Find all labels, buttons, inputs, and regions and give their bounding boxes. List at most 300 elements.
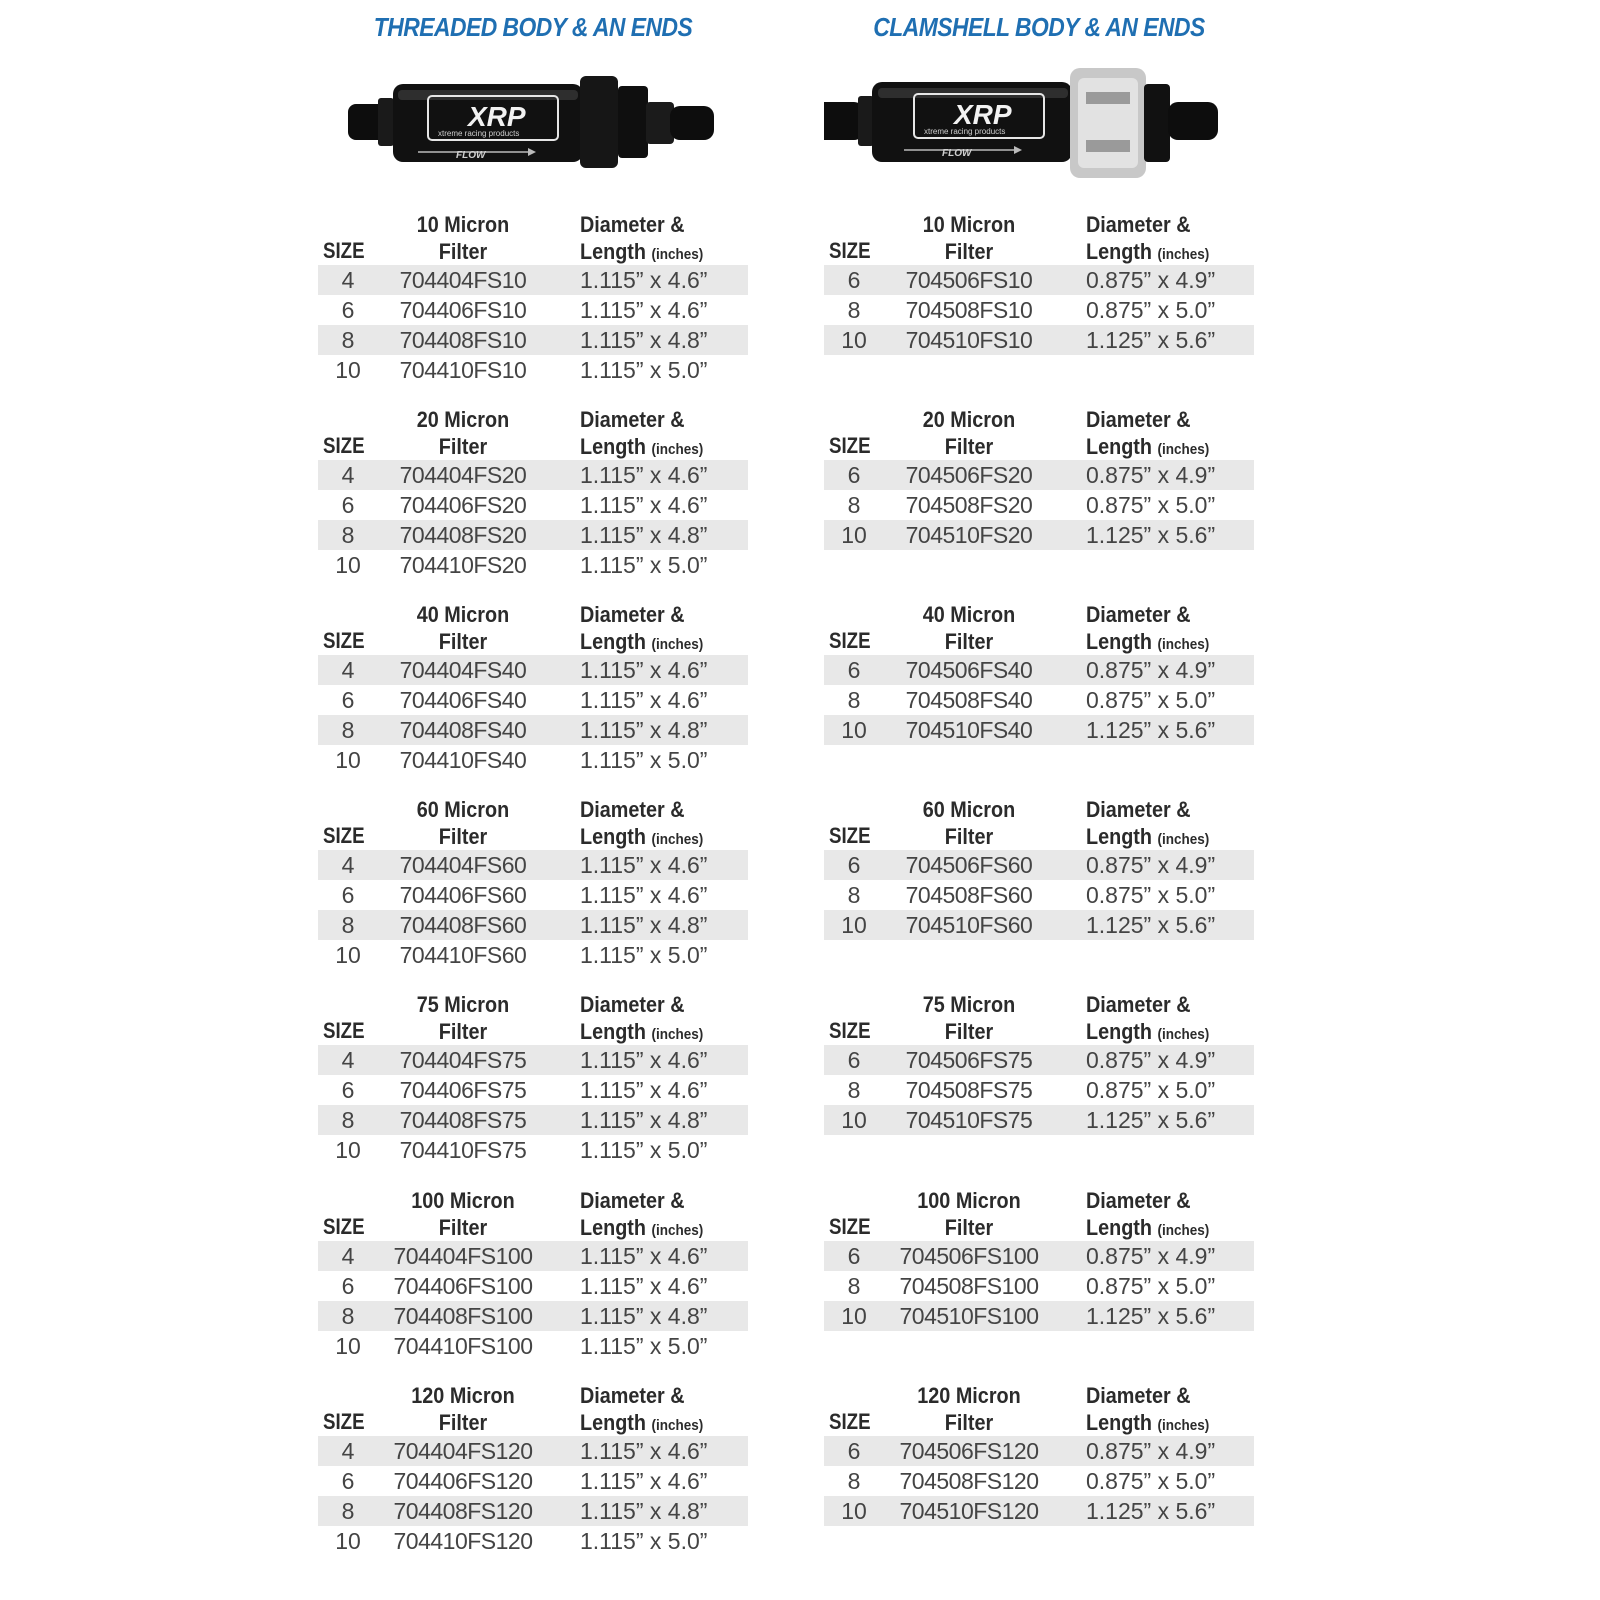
size-header: SIZE xyxy=(829,823,871,848)
micron-label: 100 Micron xyxy=(411,1188,515,1213)
size-cell: 4 xyxy=(341,852,355,878)
table-row xyxy=(824,1241,1254,1271)
table-row xyxy=(824,910,1254,940)
dimension-header xyxy=(580,991,703,1048)
table-header xyxy=(318,210,748,265)
dimension-header xyxy=(1086,1187,1209,1244)
size-cell: 6 xyxy=(341,687,355,713)
micron-filter-header xyxy=(396,1187,531,1241)
dim-unit: (inches) xyxy=(1157,831,1210,848)
dim-unit: (inches) xyxy=(1157,1026,1210,1043)
dimension-cell: 0.875” x 4.9” xyxy=(1086,1438,1216,1464)
table-row xyxy=(824,490,1254,520)
table-row xyxy=(318,1466,748,1496)
table-row xyxy=(318,1496,748,1526)
part-number-cell: 704404FS40 xyxy=(399,657,527,683)
size-header: SIZE xyxy=(829,1214,871,1239)
micron-label: 75 Micron xyxy=(416,992,510,1017)
part-number-cell: 704410FS100 xyxy=(393,1333,533,1359)
size-cell: 10 xyxy=(335,357,361,383)
dimension-header xyxy=(580,1187,703,1244)
size-cell: 4 xyxy=(341,1438,355,1464)
filter-table-block xyxy=(318,600,748,775)
dimension-cell: 1.115” x 4.6” xyxy=(580,267,708,293)
table-row xyxy=(824,655,1254,685)
filter-label: Filter xyxy=(944,1019,994,1044)
dimension-header xyxy=(580,1382,703,1439)
filter-table-block xyxy=(824,600,1254,745)
micron-filter-header xyxy=(902,601,1037,655)
micron-filter-header xyxy=(902,1187,1037,1241)
logo-text: XRP xyxy=(468,101,526,132)
table-row xyxy=(318,295,748,325)
part-number-cell: 704510FS20 xyxy=(905,522,1033,548)
table-header xyxy=(824,405,1254,460)
dimension-cell: 1.115” x 4.6” xyxy=(580,657,708,683)
dimension-cell: 0.875” x 5.0” xyxy=(1086,687,1216,713)
dimension-cell: 0.875” x 5.0” xyxy=(1086,1077,1216,1103)
micron-filter-header xyxy=(396,1382,531,1436)
part-number-cell: 704410FS10 xyxy=(399,357,527,383)
filter-table-block xyxy=(318,795,748,970)
dimension-cell: 1.115” x 5.0” xyxy=(580,1137,708,1163)
dimension-cell: 1.115” x 4.6” xyxy=(580,1077,708,1103)
dimension-cell: 1.125” x 5.6” xyxy=(1086,1303,1216,1329)
table-row xyxy=(824,850,1254,880)
table-row xyxy=(318,1075,748,1105)
size-cell: 10 xyxy=(841,1107,867,1133)
size-cell: 10 xyxy=(335,1333,361,1359)
dim-label-line2: Length xyxy=(580,1215,646,1240)
part-number-cell: 704506FS120 xyxy=(899,1438,1039,1464)
dim-label-line2: Length xyxy=(580,239,646,264)
table-row xyxy=(824,1045,1254,1075)
filter-table-block xyxy=(318,210,748,385)
size-cell: 10 xyxy=(841,522,867,548)
dim-unit: (inches) xyxy=(651,246,704,263)
micron-filter-header xyxy=(902,1382,1037,1436)
filter-label: Filter xyxy=(944,824,994,849)
dimension-cell: 1.115” x 4.6” xyxy=(580,852,708,878)
size-header: SIZE xyxy=(829,628,871,653)
dimension-cell: 0.875” x 4.9” xyxy=(1086,657,1216,683)
dim-label-line1: Diameter & xyxy=(1086,797,1191,822)
logo-subtext: xtreme racing products xyxy=(924,127,1006,136)
size-cell: 10 xyxy=(841,717,867,743)
table-header xyxy=(824,795,1254,850)
dim-label-line2: Length xyxy=(1086,239,1152,264)
dimension-cell: 1.115” x 5.0” xyxy=(580,1528,708,1554)
table-row xyxy=(824,325,1254,355)
micron-label: 40 Micron xyxy=(922,602,1016,627)
dim-unit: (inches) xyxy=(1157,1222,1210,1239)
dim-unit: (inches) xyxy=(1157,1417,1210,1434)
table-row xyxy=(318,1271,748,1301)
part-number-cell: 704408FS10 xyxy=(399,327,527,353)
dim-label-line2: Length xyxy=(580,629,646,654)
size-cell: 8 xyxy=(847,1077,861,1103)
dimension-header xyxy=(580,796,703,853)
dim-label-line2: Length xyxy=(580,1410,646,1435)
micron-filter-header xyxy=(902,991,1037,1045)
table-row xyxy=(318,550,748,580)
size-cell: 4 xyxy=(341,1047,355,1073)
table-row xyxy=(318,910,748,940)
part-number-cell: 704408FS40 xyxy=(399,717,527,743)
filter-label: Filter xyxy=(944,239,994,264)
filter-table-block xyxy=(824,795,1254,940)
size-header: SIZE xyxy=(323,628,365,653)
table-row xyxy=(318,655,748,685)
micron-label: 100 Micron xyxy=(917,1188,1021,1213)
table-row xyxy=(824,265,1254,295)
table-row xyxy=(318,460,748,490)
dimension-cell: 1.125” x 5.6” xyxy=(1086,717,1216,743)
part-number-cell: 704508FS40 xyxy=(905,687,1033,713)
size-cell: 6 xyxy=(847,657,861,683)
filter-table-block xyxy=(824,1381,1254,1526)
part-number-cell: 704508FS20 xyxy=(905,492,1033,518)
filter-label: Filter xyxy=(438,1019,488,1044)
micron-label: 120 Micron xyxy=(917,1383,1021,1408)
part-number-cell: 704406FS60 xyxy=(399,882,527,908)
part-number-cell: 704406FS75 xyxy=(399,1077,527,1103)
dimension-cell: 1.115” x 4.6” xyxy=(580,297,708,323)
micron-label: 40 Micron xyxy=(416,602,510,627)
table-row xyxy=(318,940,748,970)
dim-unit: (inches) xyxy=(1157,636,1210,653)
dim-label-line1: Diameter & xyxy=(1086,212,1191,237)
table-header xyxy=(824,210,1254,265)
dimension-cell: 0.875” x 5.0” xyxy=(1086,297,1216,323)
dim-label-line2: Length xyxy=(580,824,646,849)
part-number-cell: 704404FS100 xyxy=(393,1243,533,1269)
table-header xyxy=(824,1381,1254,1436)
table-header xyxy=(824,990,1254,1045)
micron-filter-header xyxy=(902,211,1037,265)
filter-label: Filter xyxy=(438,1215,488,1240)
size-header: SIZE xyxy=(829,238,871,263)
dim-unit: (inches) xyxy=(651,636,704,653)
part-number-cell: 704508FS10 xyxy=(905,297,1033,323)
part-number-cell: 704508FS75 xyxy=(905,1077,1033,1103)
dimension-cell: 0.875” x 5.0” xyxy=(1086,1468,1216,1494)
size-header: SIZE xyxy=(323,823,365,848)
size-cell: 8 xyxy=(341,522,355,548)
dimension-cell: 1.115” x 5.0” xyxy=(580,357,708,383)
threaded-filter-image xyxy=(318,62,748,192)
micron-filter-header xyxy=(396,991,531,1045)
dimension-header xyxy=(580,211,703,268)
filter-label: Filter xyxy=(944,1215,994,1240)
table-row xyxy=(824,1075,1254,1105)
table-row xyxy=(318,1331,748,1361)
size-cell: 8 xyxy=(341,327,355,353)
table-row xyxy=(318,745,748,775)
part-number-cell: 704408FS60 xyxy=(399,912,527,938)
size-cell: 6 xyxy=(341,1273,355,1299)
dim-unit: (inches) xyxy=(1157,441,1210,458)
size-cell: 8 xyxy=(847,1273,861,1299)
dimension-cell: 1.115” x 5.0” xyxy=(580,552,708,578)
size-cell: 8 xyxy=(847,882,861,908)
size-header: SIZE xyxy=(323,1018,365,1043)
size-header: SIZE xyxy=(829,1018,871,1043)
table-row xyxy=(318,1135,748,1165)
part-number-cell: 704510FS10 xyxy=(905,327,1033,353)
table-row xyxy=(824,1105,1254,1135)
dim-label-line1: Diameter & xyxy=(580,407,685,432)
dimension-cell: 1.125” x 5.6” xyxy=(1086,912,1216,938)
dimension-cell: 1.115” x 4.6” xyxy=(580,462,708,488)
micron-filter-header xyxy=(396,211,531,265)
table-row xyxy=(824,1466,1254,1496)
filter-table-block xyxy=(318,990,748,1165)
part-number-cell: 704410FS20 xyxy=(399,552,527,578)
size-cell: 8 xyxy=(341,1498,355,1524)
size-cell: 6 xyxy=(847,462,861,488)
dimension-cell: 1.115” x 5.0” xyxy=(580,942,708,968)
size-cell: 10 xyxy=(841,327,867,353)
size-header: SIZE xyxy=(323,1409,365,1434)
dim-unit: (inches) xyxy=(1157,246,1210,263)
filter-label: Filter xyxy=(438,239,488,264)
size-cell: 6 xyxy=(847,1438,861,1464)
size-cell: 10 xyxy=(841,1303,867,1329)
table-header xyxy=(318,1381,748,1436)
part-number-cell: 704406FS120 xyxy=(393,1468,533,1494)
table-row xyxy=(824,715,1254,745)
part-number-cell: 704406FS20 xyxy=(399,492,527,518)
table-row xyxy=(824,880,1254,910)
dim-label-line2: Length xyxy=(1086,824,1152,849)
dim-label-line1: Diameter & xyxy=(580,1383,685,1408)
dimension-cell: 1.115” x 4.8” xyxy=(580,912,708,938)
dimension-cell: 1.115” x 5.0” xyxy=(580,1333,708,1359)
table-header xyxy=(318,405,748,460)
part-number-cell: 704508FS120 xyxy=(899,1468,1039,1494)
filter-label: Filter xyxy=(944,434,994,459)
dimension-cell: 0.875” x 5.0” xyxy=(1086,492,1216,518)
size-cell: 10 xyxy=(841,912,867,938)
micron-label: 20 Micron xyxy=(922,407,1016,432)
size-cell: 6 xyxy=(341,882,355,908)
filter-table-block xyxy=(824,990,1254,1135)
size-cell: 10 xyxy=(841,1498,867,1524)
dim-label-line2: Length xyxy=(1086,629,1152,654)
part-number-cell: 704404FS75 xyxy=(399,1047,527,1073)
part-number-cell: 704408FS75 xyxy=(399,1107,527,1133)
size-cell: 10 xyxy=(335,1137,361,1163)
micron-label: 120 Micron xyxy=(411,1383,515,1408)
size-cell: 4 xyxy=(341,657,355,683)
part-number-cell: 704506FS10 xyxy=(905,267,1033,293)
table-row xyxy=(318,685,748,715)
size-cell: 6 xyxy=(847,852,861,878)
table-row xyxy=(318,490,748,520)
size-cell: 4 xyxy=(341,267,355,293)
dim-unit: (inches) xyxy=(651,1222,704,1239)
filter-table-block xyxy=(824,210,1254,355)
table-row xyxy=(318,880,748,910)
flow-text: FLOW xyxy=(456,150,486,161)
dimension-cell: 1.125” x 5.6” xyxy=(1086,522,1216,548)
dimension-cell: 1.115” x 4.8” xyxy=(580,522,708,548)
table-row xyxy=(318,1105,748,1135)
dimension-header xyxy=(1086,1382,1209,1439)
part-number-cell: 704510FS120 xyxy=(899,1498,1039,1524)
part-number-cell: 704510FS40 xyxy=(905,717,1033,743)
dimension-cell: 1.115” x 4.6” xyxy=(580,1273,708,1299)
size-cell: 8 xyxy=(847,1468,861,1494)
micron-label: 60 Micron xyxy=(416,797,510,822)
dimension-cell: 1.115” x 4.8” xyxy=(580,1498,708,1524)
part-number-cell: 704410FS120 xyxy=(393,1528,533,1554)
table-row xyxy=(824,1301,1254,1331)
part-number-cell: 704508FS60 xyxy=(905,882,1033,908)
filter-label: Filter xyxy=(438,824,488,849)
size-cell: 10 xyxy=(335,1528,361,1554)
micron-filter-header xyxy=(396,406,531,460)
flow-text: FLOW xyxy=(942,148,972,159)
dim-label-line1: Diameter & xyxy=(1086,407,1191,432)
dim-label-line1: Diameter & xyxy=(580,1188,685,1213)
part-number-cell: 704506FS75 xyxy=(905,1047,1033,1073)
clamshell-filter-image xyxy=(824,62,1254,192)
micron-label: 60 Micron xyxy=(922,797,1016,822)
table-row xyxy=(318,355,748,385)
dimension-header xyxy=(1086,991,1209,1048)
filter-label: Filter xyxy=(438,434,488,459)
table-header xyxy=(824,1186,1254,1241)
size-cell: 6 xyxy=(847,1047,861,1073)
dimension-cell: 1.115” x 5.0” xyxy=(580,747,708,773)
micron-filter-header xyxy=(902,796,1037,850)
size-cell: 8 xyxy=(341,717,355,743)
dim-label-line1: Diameter & xyxy=(580,602,685,627)
table-row xyxy=(824,1436,1254,1466)
dim-unit: (inches) xyxy=(651,1417,704,1434)
part-number-cell: 704410FS75 xyxy=(399,1137,527,1163)
table-row xyxy=(824,295,1254,325)
size-header: SIZE xyxy=(323,433,365,458)
dim-label-line1: Diameter & xyxy=(1086,1188,1191,1213)
dimension-cell: 1.115” x 4.8” xyxy=(580,1303,708,1329)
table-row xyxy=(318,1526,748,1556)
size-cell: 8 xyxy=(847,492,861,518)
filter-label: Filter xyxy=(438,1410,488,1435)
size-cell: 8 xyxy=(341,912,355,938)
dim-label-line1: Diameter & xyxy=(580,797,685,822)
micron-filter-header xyxy=(396,796,531,850)
table-row xyxy=(318,520,748,550)
table-row xyxy=(824,1496,1254,1526)
table-row xyxy=(824,460,1254,490)
table-row xyxy=(824,1271,1254,1301)
filter-table-block xyxy=(318,1381,748,1556)
dimension-cell: 1.125” x 5.6” xyxy=(1086,1107,1216,1133)
table-row xyxy=(318,1045,748,1075)
part-number-cell: 704506FS60 xyxy=(905,852,1033,878)
dim-label-line2: Length xyxy=(1086,1215,1152,1240)
dimension-cell: 1.115” x 4.8” xyxy=(580,327,708,353)
size-cell: 6 xyxy=(341,492,355,518)
dimension-cell: 1.115” x 4.6” xyxy=(580,1243,708,1269)
table-header xyxy=(824,600,1254,655)
dimension-cell: 1.115” x 4.6” xyxy=(580,1438,708,1464)
micron-filter-header xyxy=(396,601,531,655)
table-row xyxy=(318,325,748,355)
part-number-cell: 704410FS40 xyxy=(399,747,527,773)
dimension-cell: 0.875” x 5.0” xyxy=(1086,882,1216,908)
dimension-cell: 0.875” x 5.0” xyxy=(1086,1273,1216,1299)
part-number-cell: 704408FS20 xyxy=(399,522,527,548)
dimension-cell: 1.115” x 4.6” xyxy=(580,687,708,713)
size-header: SIZE xyxy=(323,238,365,263)
dim-label-line1: Diameter & xyxy=(1086,992,1191,1017)
micron-label: 10 Micron xyxy=(416,212,510,237)
filter-label: Filter xyxy=(944,1410,994,1435)
size-cell: 10 xyxy=(335,747,361,773)
table-row xyxy=(318,265,748,295)
part-number-cell: 704404FS20 xyxy=(399,462,527,488)
table-row xyxy=(824,685,1254,715)
filter-table-block xyxy=(318,1186,748,1361)
dimension-header xyxy=(1086,406,1209,463)
part-number-cell: 704510FS75 xyxy=(905,1107,1033,1133)
dimension-header xyxy=(580,406,703,463)
dimension-cell: 1.115” x 4.8” xyxy=(580,1107,708,1133)
dimension-cell: 0.875” x 4.9” xyxy=(1086,852,1216,878)
size-cell: 6 xyxy=(341,297,355,323)
size-cell: 6 xyxy=(341,1077,355,1103)
dimension-cell: 1.115” x 4.8” xyxy=(580,717,708,743)
dimension-cell: 1.115” x 4.6” xyxy=(580,1468,708,1494)
size-cell: 8 xyxy=(847,297,861,323)
micron-label: 20 Micron xyxy=(416,407,510,432)
filter-label: Filter xyxy=(438,629,488,654)
column-title: THREADED BODY & AN ENDS xyxy=(373,12,693,42)
part-number-cell: 704510FS60 xyxy=(905,912,1033,938)
part-number-cell: 704510FS100 xyxy=(899,1303,1039,1329)
size-cell: 8 xyxy=(341,1107,355,1133)
size-cell: 10 xyxy=(335,942,361,968)
logo-subtext: xtreme racing products xyxy=(438,129,520,138)
dimension-cell: 1.115” x 4.6” xyxy=(580,882,708,908)
part-number-cell: 704406FS100 xyxy=(393,1273,533,1299)
part-number-cell: 704404FS120 xyxy=(393,1438,533,1464)
size-header: SIZE xyxy=(829,1409,871,1434)
filter-table-block xyxy=(318,405,748,580)
part-number-cell: 704408FS100 xyxy=(393,1303,533,1329)
table-header xyxy=(318,990,748,1045)
dim-label-line2: Length xyxy=(1086,1410,1152,1435)
dimension-cell: 0.875” x 4.9” xyxy=(1086,1243,1216,1269)
size-cell: 10 xyxy=(335,552,361,578)
size-cell: 6 xyxy=(341,1468,355,1494)
size-cell: 4 xyxy=(341,1243,355,1269)
part-number-cell: 704406FS10 xyxy=(399,297,527,323)
table-row xyxy=(318,715,748,745)
table-row xyxy=(318,1301,748,1331)
dim-label-line2: Length xyxy=(1086,1019,1152,1044)
micron-label: 10 Micron xyxy=(922,212,1016,237)
dimension-header xyxy=(1086,211,1209,268)
part-number-cell: 704404FS60 xyxy=(399,852,527,878)
table-row xyxy=(318,1241,748,1271)
dim-label-line1: Diameter & xyxy=(580,212,685,237)
dimension-cell: 0.875” x 4.9” xyxy=(1086,462,1216,488)
